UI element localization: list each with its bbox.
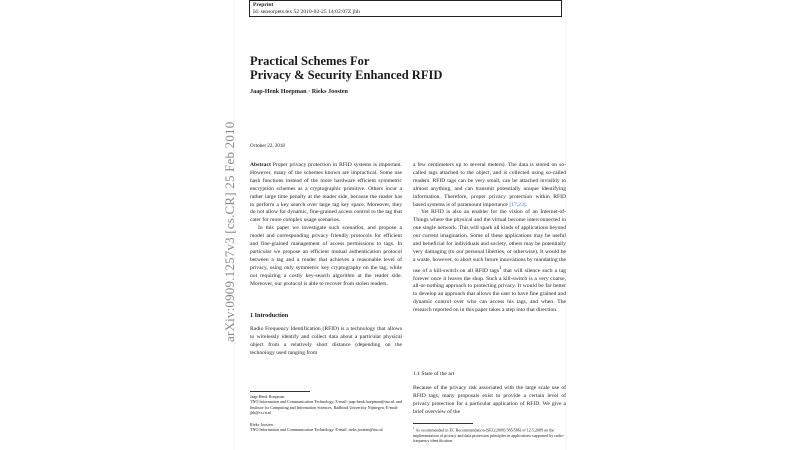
- footnote: [413, 426, 566, 444]
- affiliations: [250, 394, 402, 432]
- abstract-paragraph-1: [250, 162, 402, 225]
- title-line-1: Practical Schemes For: [250, 54, 370, 68]
- right-text-2a: Yet RFID is also an enabler for the vision of an Internet-of-Things where the physical and the virtual become interconnected in one single network. This will spark all kinds of applications beyond our current imagination. Some of these applications may be useful and beneficial for individuals and society, others may be potentially very damaging (to our personal liberties, or otherwise). It would be a waste, however, to abort such future innovations by mandating the use of a kill-switch on all RFID tags: [413, 209, 566, 274]
- left-column: [250, 162, 402, 289]
- abstract-text-1: Proper privacy protection in RFID systems is important. However, many of the schemes known are impractical. Some use hash functions instead of the more hardware efficient symmetric encryption schemes as a cryptographic primitive. Others incur a rather large time penalty at the reader side, because the reader has to perform a key search over large tag key space. Moreover, they do not allow for dynamic, fine-grained access control to the tag that cater for more complex usage scenarios.: [250, 162, 402, 224]
- right-paragraph-1: a few centimeters up to several meters). The data is stored on so-called tags attached to the object, and is collected using so-called readers. RFID tags can be very small, can be attached invisibly to almost anything, and can transmit potentially unique identifying information. Therefore, proper privacy protection within RFID based systems is of paramount importance [17,23].: [413, 162, 566, 208]
- abstract-paragraph-2: In this paper we investigate such scenarios, and propose a model and corresponding privacy friendly protocols for efficient and fine-grained management of access permissions to tags. In particular we propose an efficient mutual authentication protocol between a tag and a reader that achieves a reasonable level of privacy, using only symmetric key cryptography on the tag, while not requiring a costly key-search algorithm at the reader side. Moreover, our protocol is able to recover from stolen readers.: [250, 225, 402, 287]
- intro-paragraph: Radio Frequency Identification (RFID) is a technology that allows to wirelessly identify and collect data about a particular physical object from a relatively short distance (depending on the technology used ranging from: [250, 326, 402, 356]
- affiliation-2-name: Rieks Joosten: [250, 421, 273, 427]
- preprint-box: [249, 0, 562, 17]
- arxiv-stamp: arXiv:0909.1257v3 [cs.CR] 25 Feb 2010: [222, 121, 237, 342]
- preprint-id: Id: sensorpets.tex 52 2010-02-25 14:02:07Z jhh: [253, 9, 360, 15]
- preprint-label: Preprint: [253, 2, 274, 8]
- footnote-rule: [413, 423, 473, 424]
- right-margin: [565, 0, 800, 450]
- subsection-heading-state-of-art: 1.1 State of the art: [413, 371, 455, 377]
- affiliation-1-text: TNO Information and Communication Technology. E-mail: jaap-henk.hoepman@tno.nl, and Institute for Computing and Information Sciences, Radboud University Nijmegen. E-mail: jhh@cs.ru.nl: [250, 399, 402, 416]
- right-text-1: a few centimeters up to several meters). The data is stored on so-called tags attached to the object, and is collected using so-called readers. RFID tags can be very small, can be attached invisibly to almost anything, and can transmit potentially unique identifying information. Therefore, proper privacy protection within RFID based systems is of paramount importance: [413, 162, 566, 208]
- right-paragraph-2: [413, 209, 566, 315]
- section-heading-introduction: 1 Introduction: [250, 312, 289, 319]
- state-of-art-paragraph: Because of the privacy risk associated with the large scale use of RFID tags, many proposals exist to provide a certain level of privacy protection for a particular application of RFID. We give a brief overview of the: [413, 385, 566, 415]
- right-text-2b: that will silence such a tag forever once it leaves the shop. Such a kill-switch is a very coarse, all-or-nothing approach to protecting privacy. It would be far better to develop an approach that allows the user to have fine grained and dynamic control over who can access his tags, and when. The research reported on in this paper takes a step into that direction.: [413, 267, 566, 314]
- affiliation-rule: [250, 391, 310, 392]
- title-line-2: Privacy & Security Enhanced RFID: [250, 68, 443, 82]
- affiliation-2-text: TNO Information and Communication Technology. E-mail: rieks.joosten@tno.nl: [250, 427, 383, 433]
- abstract-label: Abstract: [250, 162, 271, 168]
- footnote-number: 1: [413, 426, 415, 430]
- paper-title: [250, 54, 550, 82]
- affiliation-1-name: Jaap-Henk Hoepman: [250, 394, 285, 399]
- citation-link[interactable]: [17,23]: [509, 201, 526, 208]
- paper-date: October 22, 2018: [250, 144, 285, 149]
- footnote-marker[interactable]: 1: [499, 265, 502, 271]
- footnote-text: As recommended in EC Recommendation (SEC(2009) 585/586) of 12.5.2009 on the implementation of privacy and data protection principles in applications supported by radio-frequency identification.: [413, 427, 565, 444]
- author-list: Jaap-Henk Hoepman · Rieks Joosten: [250, 88, 348, 95]
- right-column: [413, 162, 566, 315]
- left-margin: [0, 0, 235, 450]
